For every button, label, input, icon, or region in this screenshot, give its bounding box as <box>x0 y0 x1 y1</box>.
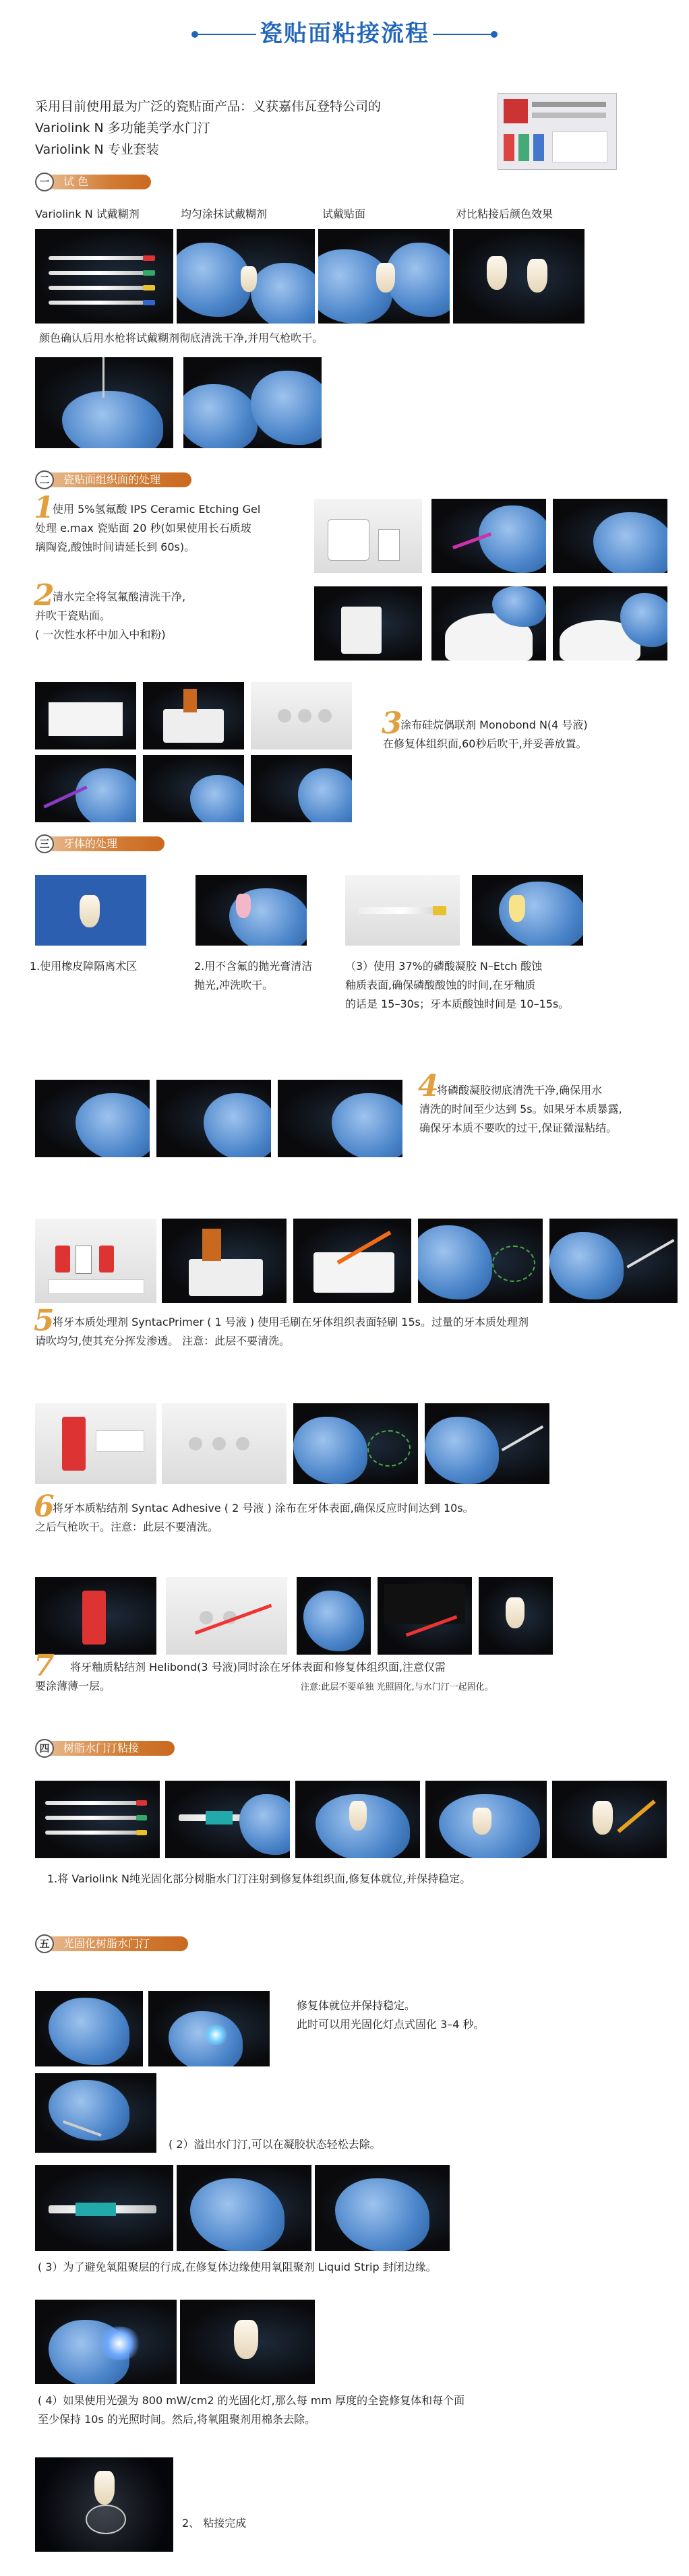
photo-cement-veneer <box>295 1781 420 1858</box>
intro-text <box>35 96 381 160</box>
photo-rinse-tooth-1 <box>35 1080 150 1157</box>
cure-step-1: 修复体就位并保持稳定。 此时可以用光固化灯点式固化 3–4 秒。 <box>297 1999 485 2031</box>
photo-neutralize-1 <box>314 586 422 661</box>
tryin-caption-3: 试戴贴面 <box>322 208 366 220</box>
tooth-caption-2: 2.用不含氟的抛光膏清洁 抛光,冲洗吹干。 <box>194 960 313 991</box>
tryin-caption-2: 均匀涂抹试戴糊剂 <box>181 208 268 220</box>
photo-liquid-strip-3 <box>315 2165 450 2251</box>
photo-etching-gel <box>314 499 422 573</box>
cure-step-4: ( 4）如果使用光强为 800 mW/cm2 的光固化灯,那么每 mm 厚度的全瓷修复体和每个面 至少保持 10s 的光照时间。然后,将氧阻聚剂用棉条去除。 <box>38 2394 465 2426</box>
photo-adhesive-tray <box>162 1403 287 1484</box>
veneer-step-3: 涂布硅烷偶联剂 Monobond N(4 号液) 在修复体组织面,60秒后吹干,并妥善放置。 <box>383 718 588 750</box>
photo-cure-2 <box>148 1991 270 2066</box>
photo-rubber-dam <box>35 875 146 946</box>
photo-tryin-veneer <box>318 229 450 324</box>
photo-liquid-strip-1 <box>35 2165 173 2251</box>
tooth-caption-3: （3）使用 37%的磷酸凝胶 N–Etch 酸蚀 釉质表面,确保磷酸酸蚀的时间,在牙釉质 的话是 15–30s；牙本质酸蚀时间是 10–15s。 <box>345 960 570 1010</box>
cure-step-2: ( 2）溢出水门汀,可以在凝胶状态轻松去除。 <box>169 2138 381 2151</box>
photo-cure-1 <box>35 1991 143 2066</box>
tooth-step-7-note: 注意:此层不要单独 光照固化,与水门汀一起固化。 <box>301 1682 493 1692</box>
photo-etch-tooth <box>472 875 583 946</box>
photo-rinse-tooth-3 <box>278 1080 402 1157</box>
photo-monobond-5 <box>143 755 244 822</box>
photo-primer-bottles <box>35 1219 156 1303</box>
section-number: 二 <box>35 470 54 489</box>
section-label: 树脂水门汀粘接 <box>49 1741 175 1756</box>
photo-primer-dispense <box>162 1219 287 1303</box>
photo-polish <box>196 875 307 946</box>
photo-adhesive-bottle <box>35 1403 156 1484</box>
photo-liquid-strip-2 <box>177 2165 311 2251</box>
photo-primer-brush-1 <box>293 1219 411 1303</box>
tryin-caption-4: 对比粘接后颜色效果 <box>456 208 553 220</box>
tryin-note: 颜色确认后用水枪将试戴糊剂彻底清洗干净,并用气枪吹干。 <box>39 332 324 344</box>
photo-rinse-tooth-2 <box>156 1080 271 1157</box>
photo-helibond-apply-3 <box>479 1577 553 1655</box>
photo-adhesive-apply-2 <box>425 1403 549 1484</box>
photo-primer-brush-2 <box>418 1219 543 1303</box>
photo-neutralize-3 <box>553 586 667 661</box>
photo-helibond-bottle <box>35 1577 156 1655</box>
section-number: 五 <box>35 1934 54 1953</box>
tryin-caption-1: Variolink N 试戴糊剂 <box>35 208 140 220</box>
step-number-7: 7 <box>34 1649 55 1683</box>
section-label: 牙体的处理 <box>49 836 164 851</box>
intro-line-2: Variolink N 多功能美学水门汀 <box>35 121 210 135</box>
photo-final-cure-2 <box>180 2300 315 2384</box>
photo-rinse-1 <box>35 357 173 448</box>
step-number-5: 5 <box>34 1304 55 1338</box>
photo-monobond-3 <box>251 682 352 749</box>
tooth-caption-1: 1.使用橡皮障隔离术区 <box>30 960 138 973</box>
photo-monobond-1 <box>35 682 136 749</box>
cement-text: 1.将 Variolink N纯光固化部分树脂水门汀注射到修复体组织面,修复体就位,并保持稳定。 <box>47 1872 471 1885</box>
intro-line-1: 采用目前使用最为广泛的瓷贴面产品：义获嘉伟瓦登特公司的 <box>35 99 382 114</box>
photo-tryin-apply <box>177 229 315 324</box>
photo-final-cure-1 <box>35 2300 177 2384</box>
photo-netch-syringe <box>345 875 460 946</box>
section-number: 一 <box>35 173 54 191</box>
photo-tryin-syringes <box>35 229 173 324</box>
photo-primer-brush-3 <box>549 1219 678 1303</box>
photo-cement-inject <box>165 1781 290 1858</box>
product-kit-image <box>498 93 617 170</box>
photo-monobond-6 <box>251 755 352 822</box>
tooth-step-7: 将牙釉质粘结剂 Helibond(3 号液)同时涂在牙体表面和修复体组织面,注意仅需 要涂薄薄一层。 <box>35 1661 446 1692</box>
photo-cement-seat-1 <box>425 1781 547 1858</box>
photo-monobond-4 <box>35 755 136 822</box>
intro-line-3: Variolink N 专业套装 <box>35 142 159 157</box>
photo-cement-seat-2 <box>552 1781 667 1858</box>
veneer-step-1: 使用 5%氢氟酸 IPS Ceramic Etching Gel 处理 e.max 瓷贴面 20 秒(如果使用长石质玻 璃陶瓷,酸蚀时间请延长到 60s)。 <box>35 503 261 553</box>
photo-helibond-tray <box>166 1577 287 1655</box>
cure-step-3: ( 3）为了避免氧阻聚层的行成,在修复体边缘使用氧阻聚剂 Liquid Strip 封闭边缘。 <box>38 2261 437 2273</box>
step-number-2: 2 <box>34 578 55 613</box>
photo-helibond-apply-1 <box>297 1577 371 1655</box>
bonding-complete: 2、 粘接完成 <box>182 2517 247 2529</box>
section-number: 四 <box>35 1739 54 1758</box>
photo-tryin-compare <box>453 229 585 324</box>
step-number-6: 6 <box>34 1490 55 1524</box>
section-label: 瓷贴面组织面的处理 <box>49 472 191 487</box>
tooth-step-5: 将牙本质处理剂 SyntacPrimer ( 1 号液 ) 使用毛刷在牙体组织表面轻刷 15s。过量的牙本质处理剂 请吹均匀,使其充分挥发渗透。 注意：此层不要清洗。 <box>35 1316 529 1347</box>
section-label: 试 色 <box>49 175 151 189</box>
photo-rinse-2 <box>183 357 322 448</box>
section-number: 三 <box>35 834 54 853</box>
photo-cement-syringes <box>35 1781 160 1858</box>
photo-etch-apply-1 <box>431 499 546 573</box>
section-label: 光固化树脂水门汀 <box>49 1936 188 1951</box>
photo-bonding-complete <box>35 2457 173 2552</box>
step-number-1: 1 <box>34 491 55 525</box>
page-title: 瓷贴面粘接流程 <box>260 20 429 47</box>
step-number-3: 3 <box>382 706 402 741</box>
photo-monobond-2 <box>143 682 244 749</box>
photo-adhesive-apply-1 <box>293 1403 418 1484</box>
photo-helibond-apply-2 <box>378 1577 472 1655</box>
step-number-4: 4 <box>418 1069 439 1103</box>
tooth-step-6: 将牙本质粘结剂 Syntac Adhesive ( 2 号液 ) 涂布在牙体表面,确保反应时间达到 10s。 之后气枪吹干。注意：此层不要清洗。 <box>35 1502 474 1533</box>
photo-etch-apply-2 <box>553 499 667 573</box>
tooth-step-4: 将磷酸凝胶彻底清洗干净,确保用水 清洗的时间至少达到 5s。如果牙本质暴露, 确保牙本质不要吹的过干,保证微湿粘结。 <box>419 1084 622 1134</box>
photo-cure-excess <box>35 2073 156 2153</box>
veneer-step-2: 清水完全将氢氟酸清洗干净, 并吹干瓷贴面。 ( 一次性水杯中加入中和粉) <box>35 590 186 641</box>
photo-neutralize-2 <box>431 586 546 661</box>
